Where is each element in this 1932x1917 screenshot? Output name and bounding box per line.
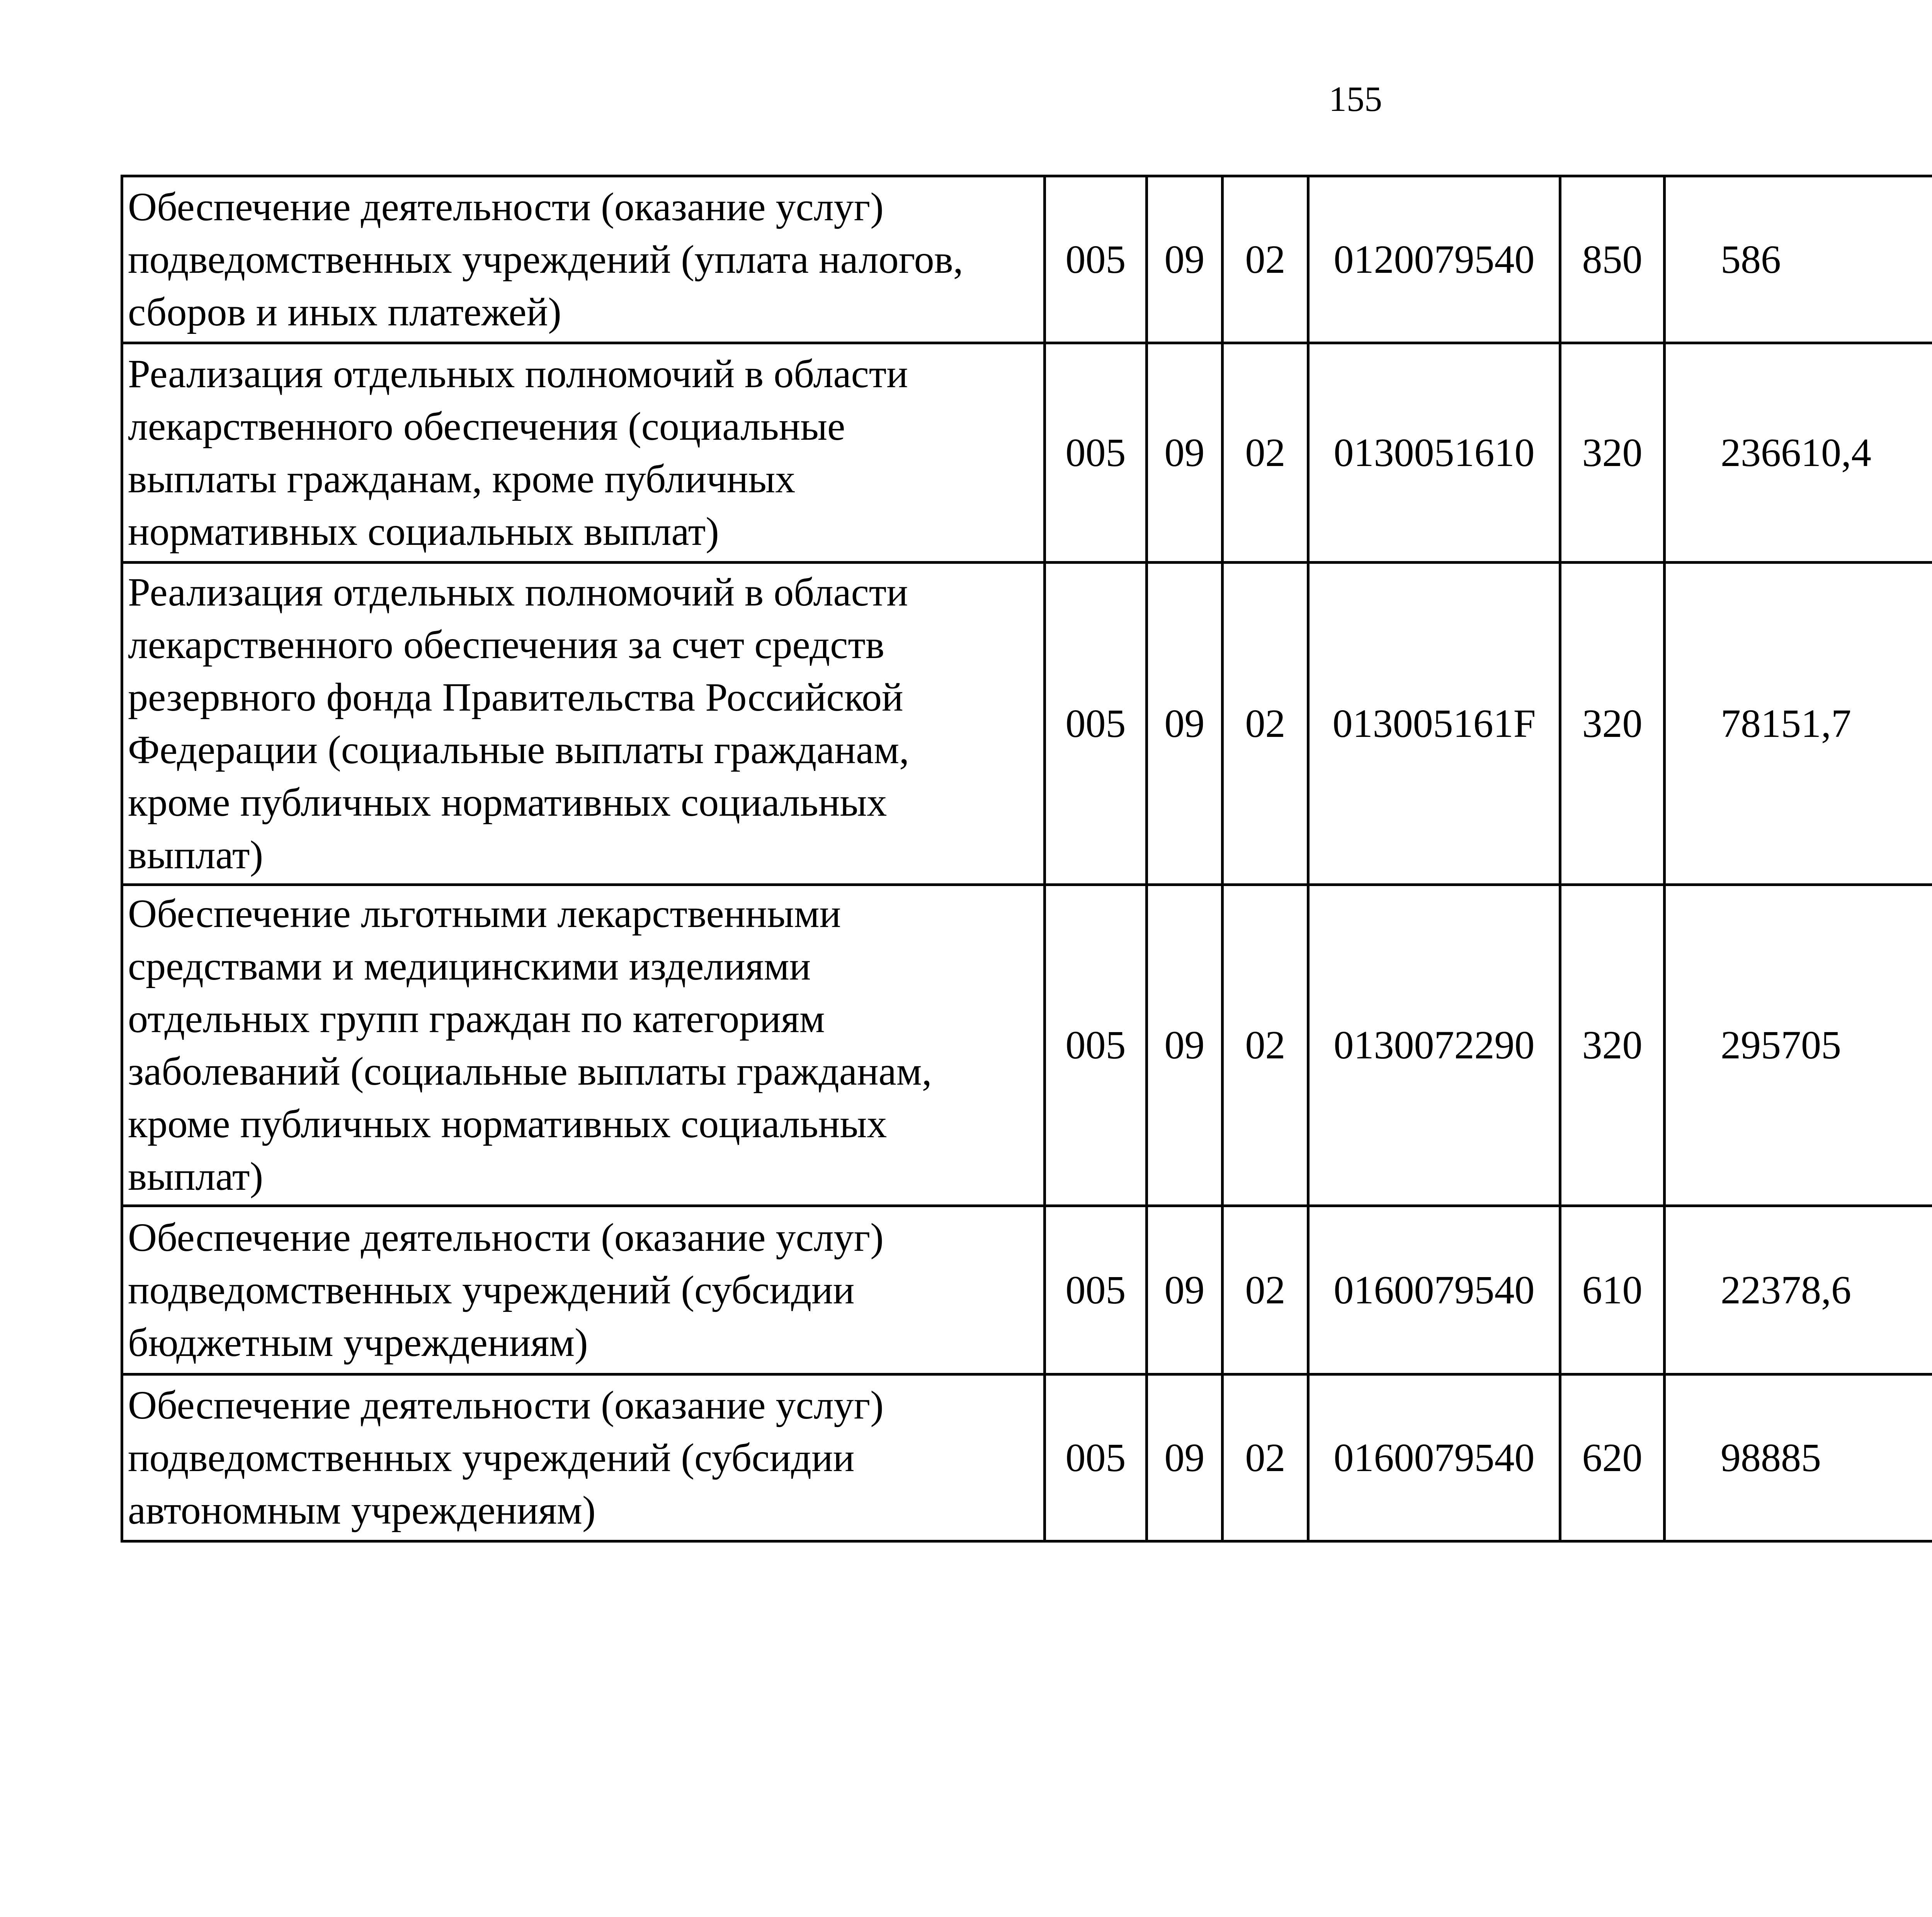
row-description bbox=[122, 1206, 1045, 1374]
section-code: 09 bbox=[1147, 1374, 1223, 1541]
amount-year-1: 236610,4 bbox=[1665, 343, 1932, 563]
description-line: Обеспечение деятельности (оказание услуг) bbox=[128, 184, 884, 229]
section-code: 09 bbox=[1147, 1206, 1223, 1374]
row-description bbox=[122, 1374, 1045, 1541]
subsection-code: 02 bbox=[1223, 343, 1308, 563]
description-line: средствами и медицинскими изделиями bbox=[128, 944, 811, 988]
expense-type-code: 620 bbox=[1560, 1374, 1665, 1541]
description-line: Обеспечение деятельности (оказание услуг) bbox=[128, 1383, 884, 1427]
expense-type-code: 320 bbox=[1560, 343, 1665, 563]
section-code: 09 bbox=[1147, 885, 1223, 1206]
ministry-code: 005 bbox=[1045, 1206, 1147, 1374]
ministry-code: 005 bbox=[1045, 343, 1147, 563]
description-line: подведомственных учреждений (субсидии bbox=[128, 1267, 855, 1312]
row-description bbox=[122, 343, 1045, 563]
row-description bbox=[122, 176, 1045, 343]
description-line: автономным учреждениям) bbox=[128, 1488, 596, 1533]
description-line: нормативных социальных выплат) bbox=[128, 509, 719, 554]
table-row bbox=[122, 563, 1932, 885]
subsection-code: 02 bbox=[1223, 885, 1308, 1206]
page-number: 155 bbox=[1329, 79, 1382, 119]
budget-table bbox=[121, 175, 1932, 1543]
description-line: бюджетным учреждениям) bbox=[128, 1320, 588, 1365]
subsection-code: 02 bbox=[1223, 176, 1308, 343]
target-article-code: 0120079540 bbox=[1308, 176, 1560, 343]
amount-year-1: 22378,6 bbox=[1665, 1206, 1932, 1374]
expense-type-code: 850 bbox=[1560, 176, 1665, 343]
description-line: выплат) bbox=[128, 832, 264, 877]
subsection-code: 02 bbox=[1223, 563, 1308, 885]
subsection-code: 02 bbox=[1223, 1206, 1308, 1374]
description-line: выплаты гражданам, кроме публичных bbox=[128, 456, 796, 501]
table-row bbox=[122, 1374, 1932, 1541]
table-row bbox=[122, 1206, 1932, 1374]
target-article-code: 0130051610 bbox=[1308, 343, 1560, 563]
description-line: подведомственных учреждений (уплата налогов, bbox=[128, 237, 963, 282]
description-line: заболеваний (социальные выплаты гражданам, bbox=[128, 1049, 932, 1094]
description-line: лекарственного обеспечения (социальные bbox=[128, 404, 845, 449]
amount-year-1: 586 bbox=[1665, 176, 1932, 343]
description-line: Реализация отдельных полномочий в области bbox=[128, 351, 908, 396]
table-row bbox=[122, 176, 1932, 343]
description-line: отдельных групп граждан по категориям bbox=[128, 997, 825, 1041]
expense-type-code: 320 bbox=[1560, 885, 1665, 1206]
description-line: выплат) bbox=[128, 1154, 264, 1199]
ministry-code: 005 bbox=[1045, 1374, 1147, 1541]
amount-year-1: 98885 bbox=[1665, 1374, 1932, 1541]
target-article-code: 0130072290 bbox=[1308, 885, 1560, 1206]
section-code: 09 bbox=[1147, 343, 1223, 563]
amount-year-1: 295705 bbox=[1665, 885, 1932, 1206]
target-article-code: 013005161F bbox=[1308, 563, 1560, 885]
section-code: 09 bbox=[1147, 563, 1223, 885]
description-line: Реализация отдельных полномочий в области bbox=[128, 570, 908, 614]
row-description bbox=[122, 885, 1045, 1206]
expense-type-code: 610 bbox=[1560, 1206, 1665, 1374]
description-line: лекарственного обеспечения за счет средств bbox=[128, 622, 884, 667]
description-line: Обеспечение льготными лекарственными bbox=[128, 891, 841, 936]
description-line: сборов и иных платежей) bbox=[128, 289, 561, 334]
amount-year-1: 78151,7 bbox=[1665, 563, 1932, 885]
description-line: кроме публичных нормативных социальных bbox=[128, 1102, 887, 1146]
ministry-code: 005 bbox=[1045, 885, 1147, 1206]
description-line: подведомственных учреждений (субсидии bbox=[128, 1435, 855, 1480]
description-line: кроме публичных нормативных социальных bbox=[128, 780, 887, 825]
description-line: резервного фонда Правительства Российской bbox=[128, 675, 903, 720]
target-article-code: 0160079540 bbox=[1308, 1374, 1560, 1541]
ministry-code: 005 bbox=[1045, 563, 1147, 885]
section-code: 09 bbox=[1147, 176, 1223, 343]
target-article-code: 0160079540 bbox=[1308, 1206, 1560, 1374]
description-line: Обеспечение деятельности (оказание услуг) bbox=[128, 1215, 884, 1260]
description-line: Федерации (социальные выплаты гражданам, bbox=[128, 727, 910, 772]
ministry-code: 005 bbox=[1045, 176, 1147, 343]
expense-type-code: 320 bbox=[1560, 563, 1665, 885]
table-row bbox=[122, 885, 1932, 1206]
table-row bbox=[122, 343, 1932, 563]
row-description bbox=[122, 563, 1045, 885]
subsection-code: 02 bbox=[1223, 1374, 1308, 1541]
